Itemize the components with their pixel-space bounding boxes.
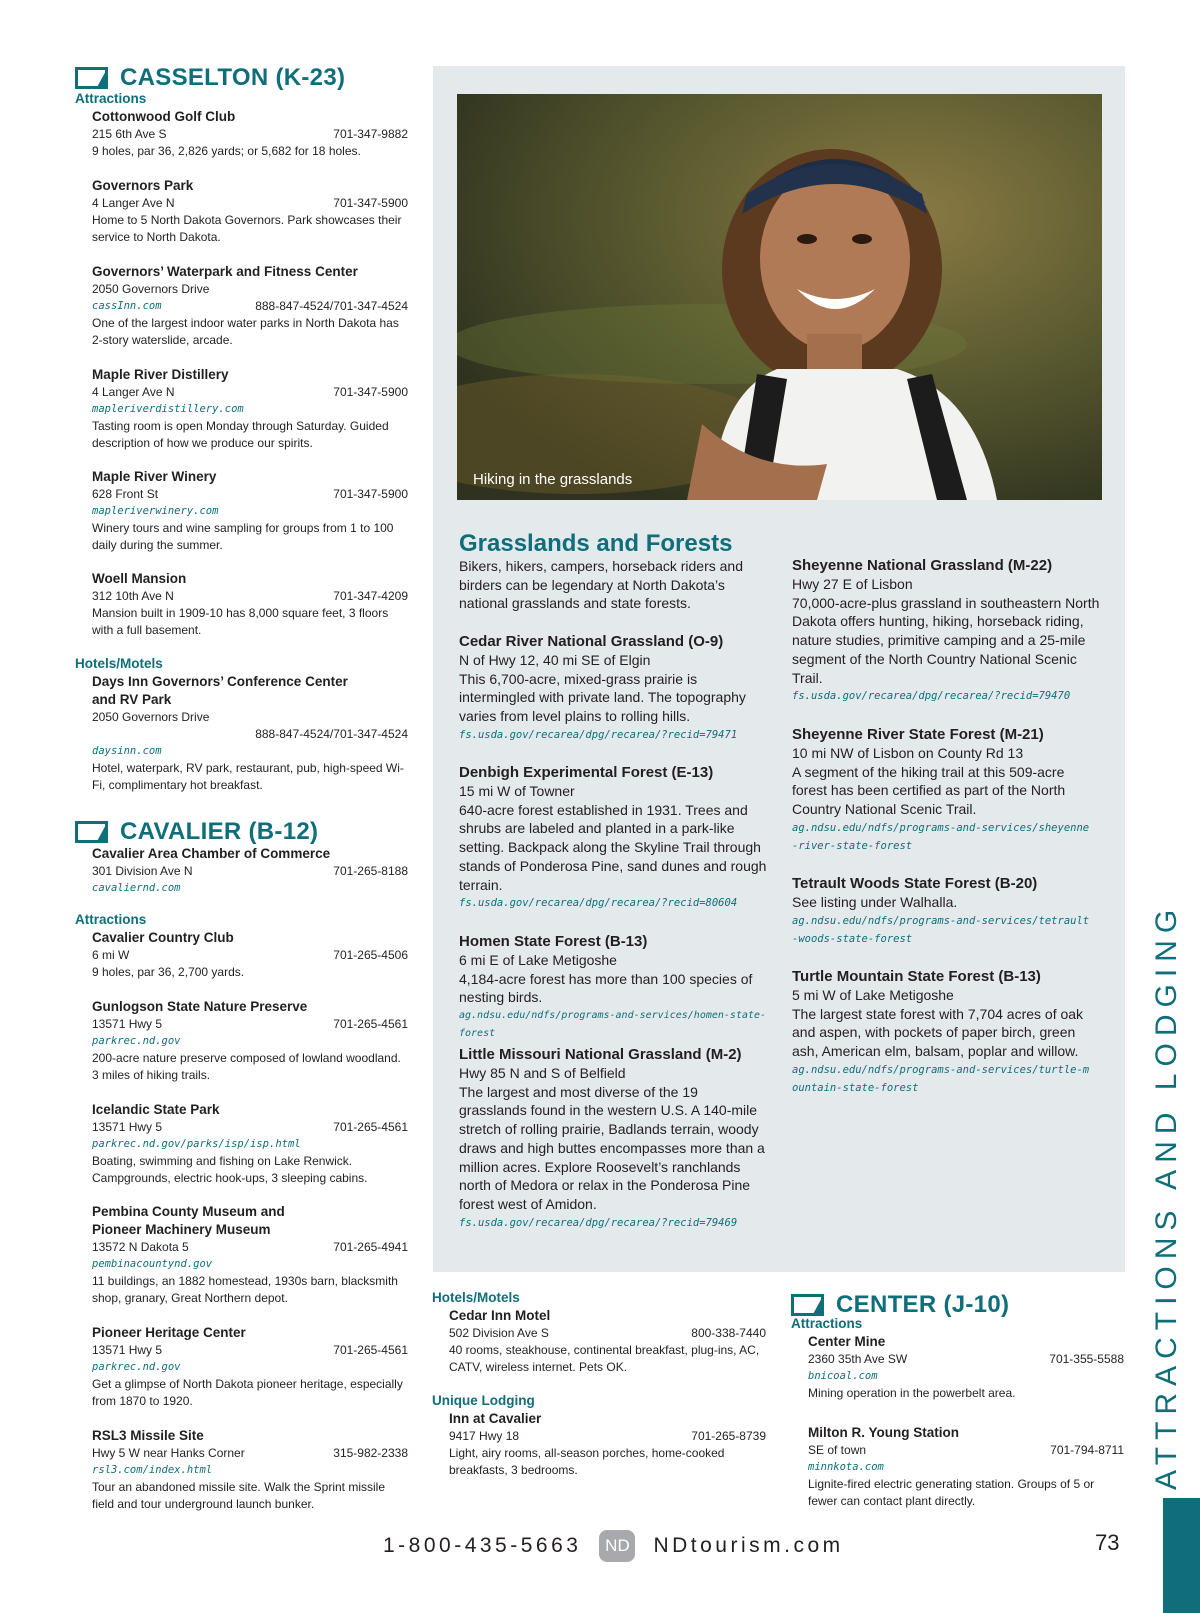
forest-url[interactable]: fs.usda.gov/recarea/dpg/recarea/?recid=80604 <box>459 897 738 910</box>
listing-url[interactable]: parkrec.nd.gov <box>92 1035 181 1047</box>
forest-url[interactable]: fs.usda.gov/recarea/dpg/recarea/?recid=79469 <box>459 1216 738 1229</box>
listing-phone: 701-794-8711 <box>1050 1443 1124 1457</box>
listing-phone: 701-347-9882 <box>333 127 408 141</box>
forest-desc: 4,184-acre forest has more than 100 species of nesting birds. <box>459 970 753 1006</box>
listing-address: 13572 N Dakota 5 <box>92 1240 189 1254</box>
listing-name: Pembina County Museum and <box>92 1204 285 1219</box>
listing-entry <box>449 1410 766 1479</box>
listing-address: 13571 Hwy 5 <box>92 1343 163 1357</box>
listing-address: 2050 Governors Drive <box>92 710 210 724</box>
listing-name: Gunlogson State Nature Preserve <box>92 999 308 1014</box>
forest-name: Sheyenne National Grassland (M-22) <box>792 557 1053 574</box>
forest-url[interactable]: ag.ndsu.edu/ndfs/programs-and-services/homen-state-forest <box>459 1010 767 1040</box>
forest-entry <box>459 932 769 1043</box>
cavalier-heading <box>75 818 318 846</box>
forest-entry <box>792 967 1102 1097</box>
forest-name: Turtle Mountain State Forest (B-13) <box>792 968 1041 985</box>
grasslands-intro: Bikers, hikers, campers, horseback riders and birders can be legendary at North Dakota’s national grasslands and state forests. <box>459 558 743 612</box>
forest-url[interactable]: ag.ndsu.edu/ndfs/programs-and-services/turtle-mountain-state-forest <box>792 1063 1090 1094</box>
listing-address: 215 6th Ave S <box>92 127 167 141</box>
listing-entry <box>92 263 408 349</box>
listing-url[interactable]: mapleriverwinery.com <box>92 505 219 517</box>
listing-name: Days Inn Governors’ Conference Center <box>92 674 348 689</box>
listing-name: Icelandic State Park <box>92 1102 220 1117</box>
forest-name: Denbigh Experimental Forest (E-13) <box>459 764 714 781</box>
forest-location: 6 mi E of Lake Metigoshe <box>459 952 617 968</box>
listing-phone: 888-847-4524/701-347-4524 <box>255 727 408 741</box>
listing-address: 9417 Hwy 18 <box>449 1429 520 1443</box>
listing-address: 312 10th Ave N <box>92 589 174 603</box>
section-side-label: ATTRACTIONS AND LODGING <box>1150 902 1183 1490</box>
listing-desc: Home to 5 North Dakota Governors. Park showcases their service to North Dakota. <box>92 213 402 244</box>
casselton-heading <box>75 64 345 92</box>
forest-location: 10 mi NW of Lisbon on County Rd 13 <box>792 745 1024 761</box>
listing-address: 301 Division Ave N <box>92 864 193 878</box>
listing-address: 13571 Hwy 5 <box>92 1120 163 1134</box>
listing-name: Maple River Distillery <box>92 367 229 382</box>
grasslands-title: Grasslands and Forests <box>459 530 733 557</box>
listing-name: and RV Park <box>92 692 172 707</box>
forest-url[interactable]: ag.ndsu.edu/ndfs/programs-and-services/tetrault-woods-state-forest <box>792 914 1090 945</box>
city-title: CAVALIER (B-12) <box>120 818 319 845</box>
listing-name: RSL3 Missile Site <box>92 1428 204 1443</box>
forest-entry <box>459 632 769 744</box>
listing-address: 4 Langer Ave N <box>92 196 175 210</box>
forest-url[interactable]: fs.usda.gov/recarea/dpg/recarea/?recid=79471 <box>459 728 738 741</box>
listing-desc: 40 rooms, steakhouse, continental breakfast, plug-ins, AC, CATV, wireless internet. Pets OK. <box>449 1343 760 1374</box>
listing-entry <box>92 1427 408 1513</box>
forest-name: Tetrault Woods State Forest (B-20) <box>792 875 1038 892</box>
page-number: 73 <box>1095 1530 1120 1555</box>
listing-name: Governors Park <box>92 178 194 193</box>
forest-name: Little Missouri National Grassland (M-2) <box>459 1046 742 1063</box>
listing-desc: Winery tours and wine sampling for groups from 1 to 100 daily during the summer. <box>92 521 394 552</box>
nd-logo-icon: ND <box>599 1530 635 1562</box>
forest-desc: 70,000-acre-plus grassland in southeastern North Dakota offers hunting, hiking, horseback riding, nature studies, primitive camping and a 25-mile segment of the North Country National Scenic Trail. <box>792 594 1100 686</box>
forest-url[interactable]: fs.usda.gov/recarea/dpg/recarea/?recid=79470 <box>792 690 1071 703</box>
listing-address: 13571 Hwy 5 <box>92 1017 163 1031</box>
listing-entry <box>92 998 408 1084</box>
listing-entry <box>92 1324 408 1410</box>
forest-location: 5 mi W of Lake Metigoshe <box>792 987 954 1003</box>
listing-name: Cedar Inn Motel <box>449 1308 551 1323</box>
section-label-unique-lodging: Unique Lodging <box>432 1393 535 1408</box>
listing-phone: 701-347-5900 <box>333 196 408 210</box>
forest-name: Sheyenne River State Forest (M-21) <box>792 726 1044 743</box>
listing-desc: Boating, swimming and fishing on Lake Renwick. Campgrounds, electric hook-ups, 3 sleeping cabins. <box>92 1154 368 1185</box>
listing-phone: 701-265-4506 <box>333 948 408 962</box>
listing-entry <box>808 1333 1124 1402</box>
forest-desc: The largest and most diverse of the 19 grasslands found in the western U.S. A 140-mile stretch of rolling prairie, Badlands terrain, woody draws and high buttes encompasses more than a million acres. Explore Roosevelt’s ranchlands north of Medora or relax in the Ponderosa Pine forest west of Amidon. <box>459 1083 765 1212</box>
center-heading <box>791 1291 1009 1319</box>
listing-phone: 701-355-5588 <box>1049 1352 1124 1366</box>
listing-desc: Get a glimpse of North Dakota pioneer heritage, especially from 1870 to 1920. <box>92 1377 403 1408</box>
listing-address: 2360 35th Ave SW <box>808 1352 908 1366</box>
listing-desc: Mansion built in 1909-10 has 8,000 square feet, 3 floors with a full basement. <box>92 606 389 637</box>
listing-url[interactable]: rsl3.com/index.html <box>92 1464 213 1476</box>
listing-entry <box>92 177 408 246</box>
listing-url[interactable]: mapleriverdistillery.com <box>92 403 244 415</box>
forest-entry <box>459 1045 769 1232</box>
listing-name: Woell Mansion <box>92 571 187 586</box>
listing-address: 502 Division Ave S <box>449 1326 549 1340</box>
forest-entry <box>792 556 1102 705</box>
listing-phone: 701-265-4561 <box>333 1017 408 1031</box>
city-title: CENTER (J-10) <box>836 1291 1010 1318</box>
listing-entry <box>808 1424 1124 1510</box>
map-book-icon <box>75 821 108 843</box>
listing-phone: 701-265-8739 <box>691 1429 766 1443</box>
listing-entry <box>449 1307 766 1376</box>
section-label-attractions: Attractions <box>75 91 147 106</box>
listing-name: Governors’ Waterpark and Fitness Center <box>92 264 358 279</box>
photo-caption: Hiking in the grasslands <box>473 471 633 488</box>
listing-address: 2050 Governors Drive <box>92 282 210 296</box>
listing-name: Milton R. Young Station <box>808 1425 959 1440</box>
listing-entry <box>92 1203 408 1307</box>
listing-phone: 701-347-5900 <box>333 385 408 399</box>
footer-phone[interactable]: 1-800-435-5663 <box>383 1534 582 1557</box>
listing-name: Center Mine <box>808 1334 886 1349</box>
footer-website[interactable]: NDtourism.com <box>653 1534 844 1557</box>
listing-desc: Hotel, waterpark, RV park, restaurant, pub, high-speed Wi-Fi, complimentary hot breakfast. <box>92 761 404 792</box>
listing-phone: 315-982-2338 <box>333 1446 408 1460</box>
listing-desc: One of the largest indoor water parks in North Dakota has 2-story waterslide, arcade. <box>92 316 399 347</box>
listing-phone: 701-265-4561 <box>333 1120 408 1134</box>
listing-address: SE of town <box>808 1443 867 1457</box>
forest-url[interactable]: ag.ndsu.edu/ndfs/programs-and-services/sheyenne-river-state-forest <box>792 821 1090 852</box>
listing-phone: 701-265-8188 <box>333 864 408 878</box>
listing-url[interactable]: parkrec.nd.gov/parks/isp/isp.html <box>92 1138 301 1150</box>
listing-url[interactable]: bnicoal.com <box>808 1370 878 1382</box>
section-label-hotels: Hotels/Motels <box>432 1290 520 1305</box>
listing-url[interactable]: daysinn.com <box>92 745 162 757</box>
forest-desc: A segment of the hiking trail at this 509-acre forest has been certified as part of the North Country National Scenic Trail. <box>792 763 1066 818</box>
listing-url[interactable]: minnkota.com <box>808 1461 884 1473</box>
forest-name: Cedar River National Grassland (O-9) <box>459 633 724 650</box>
hiker-illustration <box>457 94 1102 500</box>
listing-desc: Lignite-fired electric generating station. Groups of 5 or fewer can contact plant directly. <box>808 1477 1095 1508</box>
listing-entry <box>92 1101 408 1187</box>
forest-location: N of Hwy 12, 40 mi SE of Elgin <box>459 652 651 668</box>
forest-location: Hwy 85 N and S of Belfield <box>459 1065 626 1081</box>
listing-desc: Tasting room is open Monday through Saturday. Guided description of how we produce our spirits. <box>92 419 389 450</box>
listing-desc: 200-acre nature preserve composed of lowland woodland. 3 miles of hiking trails. <box>92 1051 401 1082</box>
listing-name: Pioneer Machinery Museum <box>92 1222 271 1237</box>
forest-desc: The largest state forest with 7,704 acres of oak and aspen, with pockets of paper birch, green ash, American elm, balsam, poplar and willow. <box>792 1005 1084 1060</box>
side-accent-bar <box>1163 1498 1200 1613</box>
forest-location: 15 mi W of Towner <box>459 783 575 799</box>
listing-phone: 701-347-5900 <box>333 487 408 501</box>
listing-name: Inn at Cavalier <box>449 1411 542 1426</box>
listing-name: Cavalier Area Chamber of Commerce <box>92 846 331 861</box>
listing-desc: 11 buildings, an 1882 homestead, 1930s barn, blacksmith shop, granary, Great Northern depot. <box>92 1274 398 1305</box>
forest-location: See listing under Walhalla. <box>792 894 958 910</box>
listing-url[interactable]: parkrec.nd.gov <box>92 1361 181 1373</box>
footer <box>383 1530 844 1562</box>
listing-phone: 701-347-4209 <box>333 589 408 603</box>
listing-desc: 9 holes, par 36, 2,700 yards. <box>92 965 245 979</box>
listing-url[interactable]: cavaliernd.com <box>92 882 181 894</box>
listing-name: Cottonwood Golf Club <box>92 109 236 124</box>
listing-desc: Mining operation in the powerbelt area. <box>808 1386 1016 1400</box>
forest-entry <box>459 763 769 912</box>
chamber-entry <box>92 845 408 897</box>
listing-phone: 701-265-4941 <box>333 1240 408 1254</box>
section-label-attractions: Attractions <box>791 1316 863 1331</box>
section-label-hotels: Hotels/Motels <box>75 656 163 671</box>
listing-entry <box>92 929 408 981</box>
listing-phone: 800-338-7440 <box>691 1326 766 1340</box>
listing-url[interactable]: cassInn.com <box>92 300 162 312</box>
listing-entry <box>92 468 408 554</box>
listing-address: 4 Langer Ave N <box>92 385 175 399</box>
forest-desc: This 6,700-acre, mixed-grass prairie is intermingled with private land. The topography varies from level plains to rolling hills. <box>459 670 746 725</box>
listing-name: Cavalier Country Club <box>92 930 234 945</box>
listing-address: Hwy 5 W near Hanks Corner <box>92 1446 245 1460</box>
listing-entry <box>92 108 408 160</box>
listing-phone: 701-265-4561 <box>333 1343 408 1357</box>
forest-location: Hwy 27 E of Lisbon <box>792 576 913 592</box>
listing-phone: 888-847-4524/701-347-4524 <box>255 299 408 313</box>
listing-name: Maple River Winery <box>92 469 217 484</box>
hiker-photo <box>457 94 1102 500</box>
map-book-icon <box>791 1294 824 1316</box>
forest-entry <box>792 874 1102 948</box>
listing-address: 6 mi W <box>92 948 130 962</box>
listing-name: Pioneer Heritage Center <box>92 1325 246 1340</box>
map-book-icon <box>75 67 108 89</box>
listing-url[interactable]: pembinacountynd.gov <box>92 1258 213 1270</box>
listing-entry <box>92 570 408 639</box>
listing-address: 628 Front St <box>92 487 159 501</box>
listing-desc: Tour an abandoned missile site. Walk the Sprint missile field and tour underground launch bunker. <box>92 1480 386 1511</box>
forest-name: Homen State Forest (B-13) <box>459 933 648 950</box>
listing-desc: Light, airy rooms, all-season porches, home-cooked breakfasts, 3 bedrooms. <box>449 1446 725 1477</box>
forest-entry <box>792 725 1102 855</box>
listing-desc: 9 holes, par 36, 2,826 yards; or 5,682 for 18 holes. <box>92 144 361 158</box>
listing-entry <box>92 366 408 452</box>
city-title: CASSELTON (K-23) <box>120 64 346 91</box>
section-label-attractions: Attractions <box>75 912 147 927</box>
listing-entry <box>92 673 408 794</box>
forest-desc: 640-acre forest established in 1931. Trees and shrubs are labeled and planted in a park-like setting. Backpack along the Skyline Trail through stands of Ponderosa Pine, sand dunes and rough terrain. <box>459 801 767 893</box>
